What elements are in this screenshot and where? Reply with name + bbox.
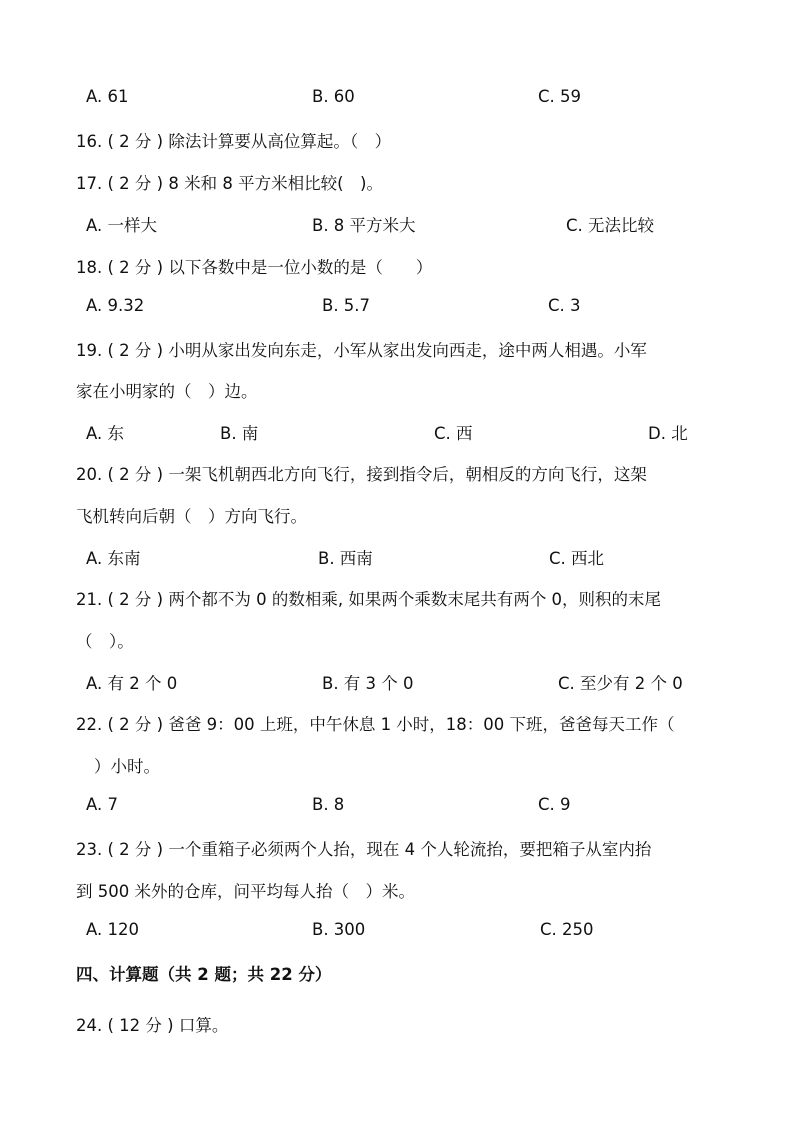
q19-option-b: B. 南 [220,424,259,443]
question-23-line2: 到 500 米外的仓库，问平均每人抬（ ）米。 [76,882,415,901]
q21-option-a: A. 有 2 个 0 [86,674,178,693]
q18-option-a: A. 9.32 [86,296,145,315]
q17-option-b: B. 8 平方米大 [312,216,416,235]
q19-option-c: C. 西 [434,424,473,443]
q20-option-b: B. 西南 [318,549,373,568]
q15-option-c: C. 59 [538,87,582,106]
question-17: 17. ( 2 分 ) 8 米和 8 平方米相比较( )。 [76,174,383,193]
question-23-line1: 23. ( 2 分 ) 一个重箱子必须两个人抬，现在 4 个人轮流抬，要把箱子从室内抬 [76,840,652,859]
question-24: 24. ( 12 分 ) 口算。 [76,1016,229,1035]
q18-option-c: C. 3 [548,296,581,315]
q23-option-b: B. 300 [312,920,366,939]
q17-option-a: A. 一样大 [86,216,157,235]
q15-option-a: A. 61 [86,87,129,106]
question-16: 16. ( 2 分 ) 除法计算要从高位算起。（ ） [76,132,392,151]
question-21-line1: 21. ( 2 分 ) 两个都不为 0 的数相乘, 如果两个乘数末尾共有两个 0，则积的末尾 [76,590,662,609]
q15-option-b: B. 60 [312,87,355,106]
question-19-line2: 家在小明家的（ ）边。 [76,382,258,401]
q20-option-a: A. 东南 [86,549,141,568]
q22-option-c: C. 9 [538,795,571,814]
question-20-line1: 20. ( 2 分 ) 一架飞机朝西北方向飞行，接到指令后，朝相反的方向飞行，这架 [76,465,647,484]
q23-option-c: C. 250 [540,920,594,939]
question-20-line2: 飞机转向后朝（ ）方向飞行。 [76,507,307,526]
q23-option-a: A. 120 [86,920,139,939]
q17-option-c: C. 无法比较 [566,216,655,235]
section-4-title: 四、计算题（共 2 题；共 22 分） [76,965,332,984]
question-22-line1: 22. ( 2 分 ) 爸爸 9：00 上班，中午休息 1 小时，18：00 下班，爸爸每天工作（ [76,715,675,734]
q18-option-b: B. 5.7 [322,296,371,315]
question-21-line2: （ ）。 [76,632,134,651]
q22-option-b: B. 8 [312,795,345,814]
q21-option-c: C. 至少有 2 个 0 [558,674,683,693]
q19-option-d: D. 北 [648,424,688,443]
q20-option-c: C. 西北 [549,549,605,568]
question-22-line2: ）小时。 [94,757,160,776]
question-18: 18. ( 2 分 ) 以下各数中是一位小数的是（ ） [76,258,433,277]
q21-option-b: B. 有 3 个 0 [322,674,414,693]
question-19-line1: 19. ( 2 分 ) 小明从家出发向东走，小军从家出发向西走，途中两人相遇。小军 [76,341,647,360]
q22-option-a: A. 7 [86,795,118,814]
q19-option-a: A. 东 [86,424,124,443]
